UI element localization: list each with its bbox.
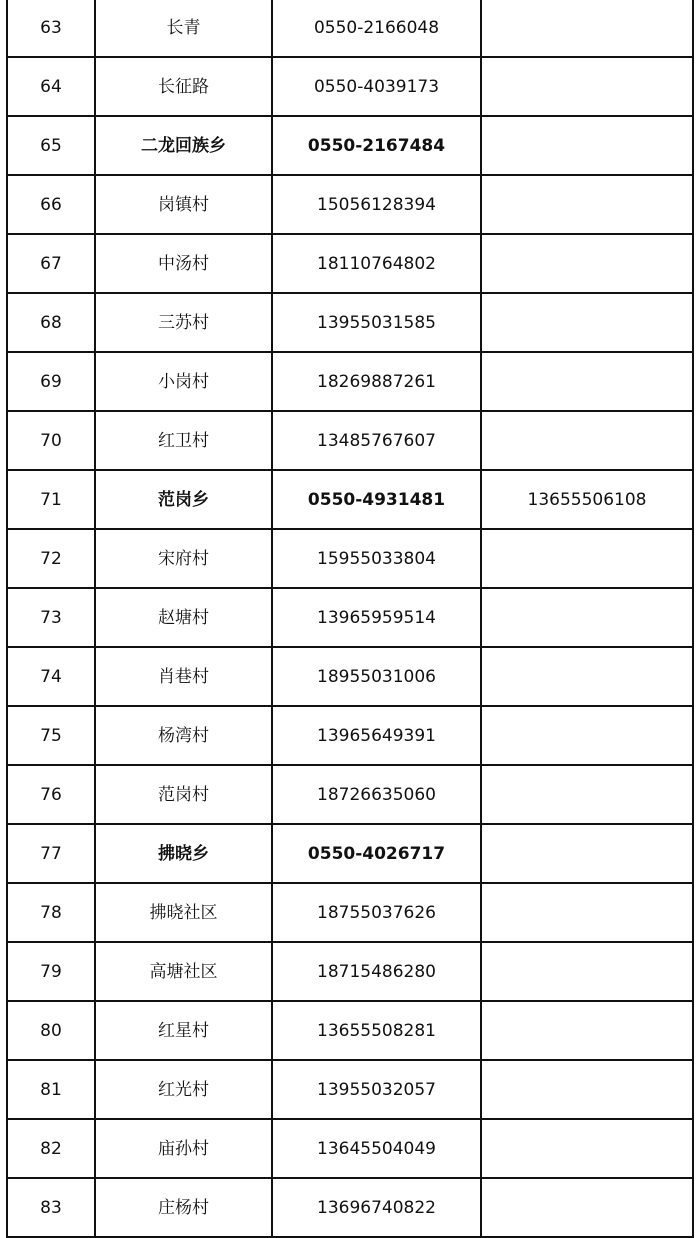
row-number-cell: 74 bbox=[7, 647, 95, 706]
table-row bbox=[7, 470, 693, 529]
row-number-cell: 69 bbox=[7, 352, 95, 411]
unit-name-cell: 二龙回族乡 bbox=[95, 116, 272, 175]
extra-phone-cell bbox=[481, 529, 693, 588]
phone-cell: 0550-4931481 bbox=[272, 470, 481, 529]
table-row bbox=[7, 706, 693, 765]
phone-cell: 0550-4026717 bbox=[272, 824, 481, 883]
table-row bbox=[7, 57, 693, 116]
extra-phone-cell bbox=[481, 234, 693, 293]
phone-cell: 0550-2166048 bbox=[272, 0, 481, 57]
phone-cell: 0550-4039173 bbox=[272, 57, 481, 116]
row-number-cell: 82 bbox=[7, 1119, 95, 1178]
unit-name-cell: 中汤村 bbox=[95, 234, 272, 293]
row-number-cell: 64 bbox=[7, 57, 95, 116]
phone-cell: 13965649391 bbox=[272, 706, 481, 765]
phone-cell: 18955031006 bbox=[272, 647, 481, 706]
phone-cell: 18726635060 bbox=[272, 765, 481, 824]
unit-name-cell: 庙孙村 bbox=[95, 1119, 272, 1178]
table-row bbox=[7, 1060, 693, 1119]
unit-name-cell: 红卫村 bbox=[95, 411, 272, 470]
table-row bbox=[7, 765, 693, 824]
phone-cell: 13955031585 bbox=[272, 293, 481, 352]
phone-cell: 13955032057 bbox=[272, 1060, 481, 1119]
extra-phone-cell bbox=[481, 57, 693, 116]
extra-phone-cell bbox=[481, 293, 693, 352]
extra-phone-cell bbox=[481, 942, 693, 1001]
phone-cell: 15056128394 bbox=[272, 175, 481, 234]
phone-cell: 13965959514 bbox=[272, 588, 481, 647]
table-row bbox=[7, 411, 693, 470]
table-row bbox=[7, 293, 693, 352]
row-number-cell: 65 bbox=[7, 116, 95, 175]
extra-phone-cell bbox=[481, 1119, 693, 1178]
row-number-cell: 81 bbox=[7, 1060, 95, 1119]
table-row bbox=[7, 352, 693, 411]
extra-phone-cell bbox=[481, 352, 693, 411]
phone-cell: 15955033804 bbox=[272, 529, 481, 588]
row-number-cell: 68 bbox=[7, 293, 95, 352]
row-number-cell: 76 bbox=[7, 765, 95, 824]
extra-phone-cell bbox=[481, 706, 693, 765]
phone-cell: 13485767607 bbox=[272, 411, 481, 470]
unit-name-cell: 拂晓社区 bbox=[95, 883, 272, 942]
table-row bbox=[7, 647, 693, 706]
unit-name-cell: 范岗乡 bbox=[95, 470, 272, 529]
row-number-cell: 72 bbox=[7, 529, 95, 588]
unit-name-cell: 长青 bbox=[95, 0, 272, 57]
extra-phone-cell bbox=[481, 175, 693, 234]
unit-name-cell: 红星村 bbox=[95, 1001, 272, 1060]
extra-phone-cell bbox=[481, 411, 693, 470]
extra-phone-cell bbox=[481, 647, 693, 706]
table-row bbox=[7, 1119, 693, 1178]
contact-table-body bbox=[7, 0, 693, 1237]
extra-phone-cell bbox=[481, 0, 693, 57]
extra-phone-cell bbox=[481, 1060, 693, 1119]
table-row bbox=[7, 234, 693, 293]
row-number-cell: 70 bbox=[7, 411, 95, 470]
table-row bbox=[7, 883, 693, 942]
table-row bbox=[7, 116, 693, 175]
unit-name-cell: 长征路 bbox=[95, 57, 272, 116]
row-number-cell: 78 bbox=[7, 883, 95, 942]
unit-name-cell: 杨湾村 bbox=[95, 706, 272, 765]
table-row bbox=[7, 942, 693, 1001]
unit-name-cell: 岗镇村 bbox=[95, 175, 272, 234]
unit-name-cell: 小岗村 bbox=[95, 352, 272, 411]
contact-table bbox=[6, 0, 694, 1238]
phone-cell: 18110764802 bbox=[272, 234, 481, 293]
unit-name-cell: 拂晓乡 bbox=[95, 824, 272, 883]
extra-phone-cell bbox=[481, 116, 693, 175]
extra-phone-cell: 13655506108 bbox=[481, 470, 693, 529]
table-row bbox=[7, 824, 693, 883]
table-row bbox=[7, 588, 693, 647]
row-number-cell: 71 bbox=[7, 470, 95, 529]
row-number-cell: 67 bbox=[7, 234, 95, 293]
phone-cell: 18269887261 bbox=[272, 352, 481, 411]
phone-cell: 18755037626 bbox=[272, 883, 481, 942]
table-row bbox=[7, 1178, 693, 1237]
row-number-cell: 73 bbox=[7, 588, 95, 647]
extra-phone-cell bbox=[481, 883, 693, 942]
row-number-cell: 75 bbox=[7, 706, 95, 765]
row-number-cell: 66 bbox=[7, 175, 95, 234]
row-number-cell: 79 bbox=[7, 942, 95, 1001]
extra-phone-cell bbox=[481, 765, 693, 824]
row-number-cell: 80 bbox=[7, 1001, 95, 1060]
phone-cell: 13696740822 bbox=[272, 1178, 481, 1237]
phone-cell: 13645504049 bbox=[272, 1119, 481, 1178]
extra-phone-cell bbox=[481, 1178, 693, 1237]
unit-name-cell: 红光村 bbox=[95, 1060, 272, 1119]
row-number-cell: 83 bbox=[7, 1178, 95, 1237]
unit-name-cell: 三苏村 bbox=[95, 293, 272, 352]
table-row bbox=[7, 0, 693, 57]
extra-phone-cell bbox=[481, 1001, 693, 1060]
unit-name-cell: 高塘社区 bbox=[95, 942, 272, 1001]
phone-cell: 18715486280 bbox=[272, 942, 481, 1001]
row-number-cell: 63 bbox=[7, 0, 95, 57]
phone-cell: 0550-2167484 bbox=[272, 116, 481, 175]
unit-name-cell: 范岗村 bbox=[95, 765, 272, 824]
unit-name-cell: 赵塘村 bbox=[95, 588, 272, 647]
table-row bbox=[7, 1001, 693, 1060]
extra-phone-cell bbox=[481, 824, 693, 883]
unit-name-cell: 肖巷村 bbox=[95, 647, 272, 706]
phone-cell: 13655508281 bbox=[272, 1001, 481, 1060]
table-row bbox=[7, 529, 693, 588]
row-number-cell: 77 bbox=[7, 824, 95, 883]
unit-name-cell: 庄杨村 bbox=[95, 1178, 272, 1237]
table-row bbox=[7, 175, 693, 234]
extra-phone-cell bbox=[481, 588, 693, 647]
unit-name-cell: 宋府村 bbox=[95, 529, 272, 588]
